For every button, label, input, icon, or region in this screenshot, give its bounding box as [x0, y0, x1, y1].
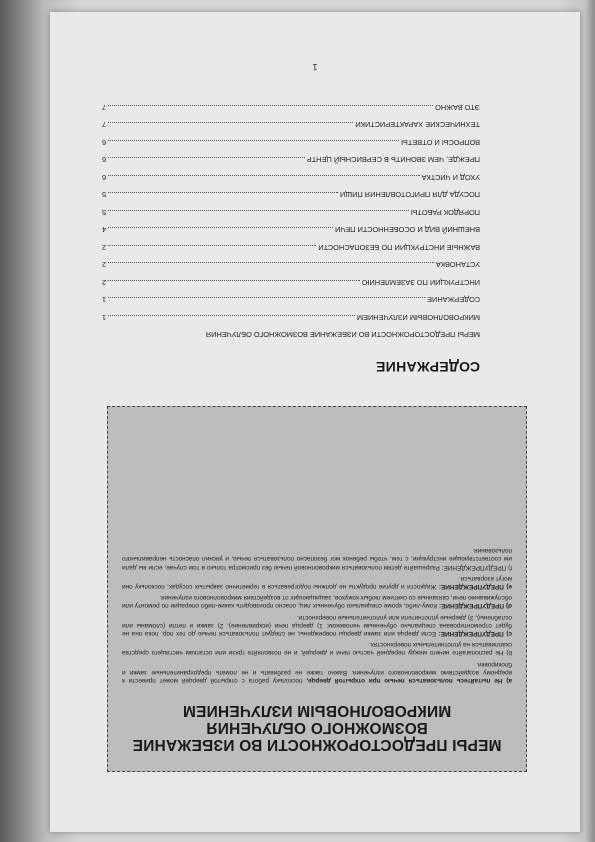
toc-entry-label: ПОРЯДОК РАБОТЫ [410, 208, 480, 217]
toc-entry [102, 226, 480, 244]
toc-entry [102, 173, 480, 191]
warning-item-d-text: Кому-либо, кроме специально обученных лиц, опасно производить какие-либо операции по ремонту или обслуживанию печи, связанные со снятием любых кожухов, защищающих от воздействия микроволнового излучения. [122, 594, 512, 610]
toc-entry-label: ВОПРОСЫ И ОТВЕТЫ [401, 138, 480, 147]
toc-entry-label: МИКРОВОЛНОВЫМ ИЗЛУЧЕНИЕМ [356, 313, 480, 322]
warning-title-line-2: ВОЗМОЖНОГО ОБЛУЧЕНИЯ [206, 719, 428, 736]
warning-title-line-1: МЕРЫ ПРЕДОСТОРОЖНОСТИ ВО ИЗБЕЖАНИЕ [132, 736, 502, 753]
toc-entry-label: СОДЕРЖАНИЕ [427, 295, 480, 305]
warning-item-d-lead: d) ПРЕДУПРЕЖДЕНИЕ: [438, 602, 512, 610]
toc-entry [102, 121, 480, 139]
toc-entry [102, 296, 480, 314]
toc-leader-dots [108, 158, 305, 159]
toc-entry-page: 1 [102, 295, 107, 305]
toc-entry-label: УСТАНОВКА [435, 260, 480, 270]
toc-entry-label: ПРЕЖДЕ, ЧЕМ ЗВОНИТЬ В СЕРВИСНЫЙ ЦЕНТР [306, 155, 480, 165]
toc-entry-page: 2 [102, 243, 107, 252]
page-number: 1 [312, 62, 318, 72]
warning-item-f-text: f) ПРЕДУПРЕЖДЕНИЕ: Разрешайте детям пользоваться микроволновой печью без присмотра только в том случае, если вы дали им соответствующие инструкции, с тем, чтобы ребенок мог безопасно пользоваться печью, и уяснил опасность неправильного пользования. [122, 547, 512, 571]
toc-leader-dots [108, 193, 338, 194]
warning-item-a-lead: а) Не пытайтесь пользоваться печью при открытой дверце, [306, 677, 512, 684]
warning-item-f [122, 546, 512, 571]
toc-leader-dots [108, 175, 419, 176]
toc-entry-label: УХОД И ЧИСТКА [421, 173, 480, 182]
toc-entry-label: ВАЖНЫЕ ИНСТРУКЦИИ ПО БЕЗОПАСНОСТИ [318, 243, 480, 252]
warning-box-title [122, 702, 512, 753]
manual-page [50, 12, 580, 832]
toc-leader-dots [108, 105, 433, 106]
toc-entry [102, 138, 480, 156]
toc-entry-label: ТЕХНИЧЕСКИЕ ХАРАКТЕРИСТИКИ [355, 120, 480, 130]
toc-leader-dots [108, 228, 333, 229]
toc-entry-page: 1 [102, 313, 107, 322]
toc-entry-page: 2 [102, 260, 107, 270]
toc-entry-page: 6 [102, 173, 107, 182]
toc-entry [102, 156, 480, 174]
toc-entry-label: МЕРЫ ПРЕДОСТОРОЖНОСТИ ВО ИЗБЕЖАНИЕ ВОЗМОЖНОГО ОБЛУЧЕНИЯ [205, 330, 480, 340]
toc-leader-dots [108, 263, 434, 264]
warning-item-a [122, 659, 512, 684]
warning-item-e [122, 574, 512, 590]
toc-entry-page: 7 [102, 120, 107, 130]
toc-entry-page: 5 [102, 208, 107, 217]
warning-item-c-lead: с) ПРЕДУПРЕЖДЕНИЕ: [438, 629, 512, 637]
toc-entry-label: ЭТО ВАЖНО [435, 103, 480, 112]
toc-entry-label: ПОСУДА ДЛЯ ПРИГОТОВЛЕНИЯ ПИЩИ [339, 190, 480, 200]
toc-entry [102, 191, 480, 209]
safety-warning-box [107, 406, 527, 772]
toc-entry-label: ВНЕШНИЙ ВИД И ОСОБЕННОСТИ ПЕЧИ [335, 225, 480, 235]
table-of-contents [102, 103, 480, 348]
warning-list [122, 546, 512, 684]
warning-item-e-lead: е) ПРЕДУПРЕЖДЕНИЕ: [438, 582, 512, 590]
toc-entry-page: 7 [102, 103, 107, 112]
warning-item-b-text: b) Не располагайте ничего между передней частью печи и дверцей, и не позволяйте грязи или остаткам чистящего средства скапливаться на уплотнительных поверхностях. [122, 641, 512, 657]
toc-entry-page: 4 [102, 225, 107, 235]
toc-entry [102, 313, 480, 331]
toc-entry [102, 278, 480, 296]
toc-entry-label: ИНСТРУКЦИИ ПО ЗАЗЕМЛЕНИЮ [361, 278, 480, 287]
toc-leader-dots [108, 315, 355, 316]
warning-item-a-text: поскольку работа с открытой дверцей может привести к вредному воздействию микроволнового излучения. Важно также не разбивать и не ломать предохранительные замки и блокировки. [122, 660, 512, 684]
toc-entry-page: 2 [102, 278, 107, 287]
toc-leader-dots [108, 280, 360, 281]
toc-leader-dots [108, 210, 409, 211]
warning-item-d [122, 593, 512, 609]
toc-entry [102, 261, 480, 279]
toc-entry-page: 6 [102, 155, 107, 165]
warning-item-c-text: Если дверца или замки дверцы повреждены, не следует пользоваться печью до тех пор, пока она не будет отремонтирована специально обученным человеком: 1) дверца печи (искривление), 2) замки и петли (сломаны или ослаблены), 3) дверные уплотнители или уплотнительные поверхности. [122, 613, 512, 637]
toc-leader-dots [108, 140, 399, 141]
warning-item-c [122, 612, 512, 637]
toc-title: СОДЕРЖАНИЕ [375, 359, 480, 375]
toc-leader-dots [108, 298, 425, 299]
toc-entry [102, 331, 480, 349]
toc-entry-page: 6 [102, 138, 107, 147]
toc-entry-page: 5 [102, 190, 107, 200]
warning-title-line-3: МИКРОВОЛНОВЫМ ИЗЛУЧЕНИЕМ [182, 702, 452, 719]
toc-leader-dots [108, 245, 316, 246]
warning-item-e-text: Жидкости и другие продукты не должны подогреваться в герметично закрытых сосудах, поскольку они могут взорваться. [122, 574, 512, 590]
toc-leader-dots [108, 123, 353, 124]
toc-entry [102, 208, 480, 226]
warning-item-b [122, 640, 512, 656]
toc-entry [102, 243, 480, 261]
toc-entry [102, 103, 480, 121]
